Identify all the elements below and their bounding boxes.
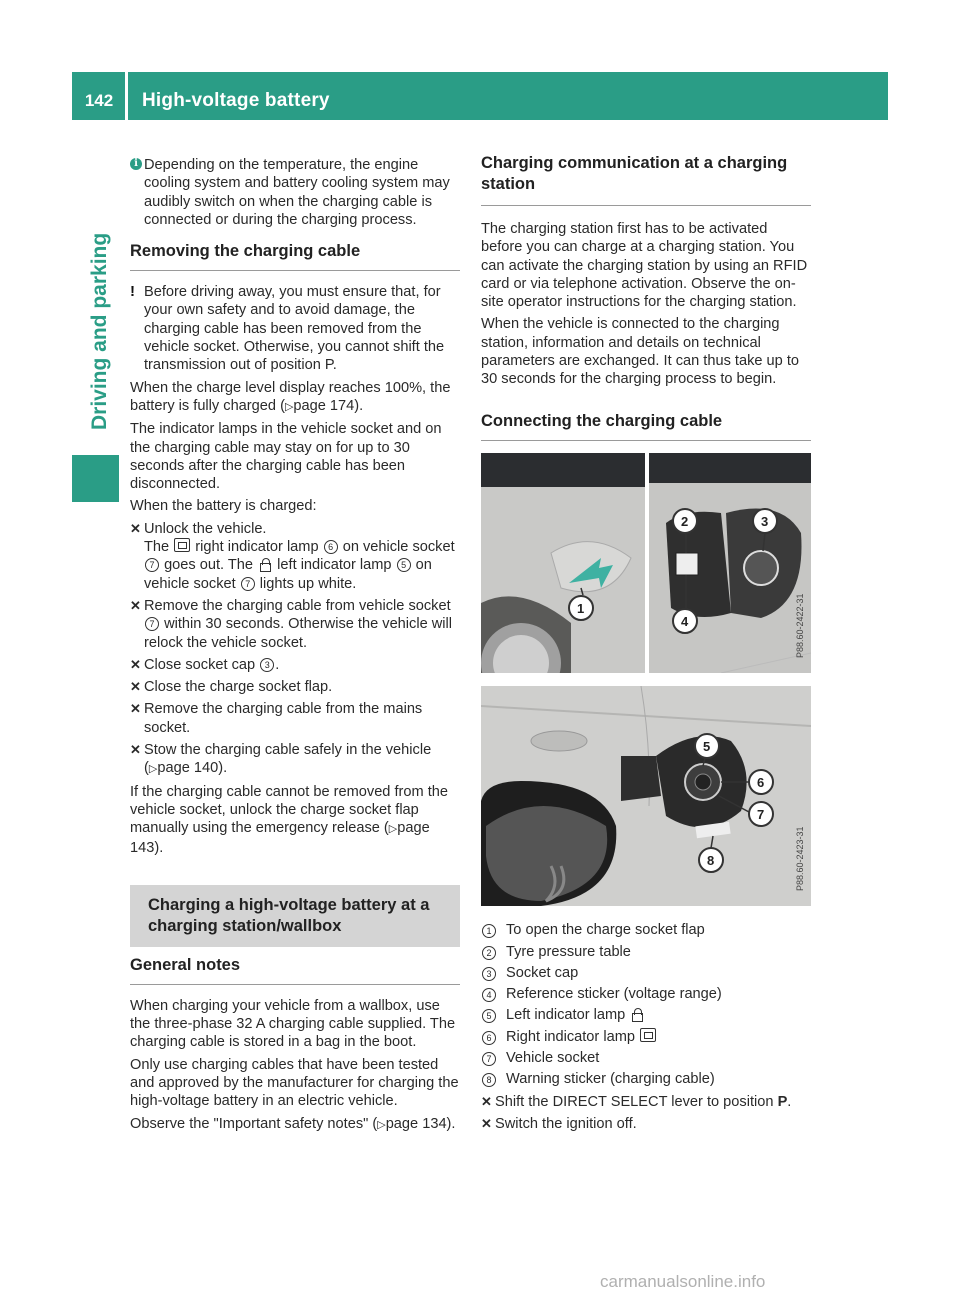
page-ref-icon: ▷ xyxy=(377,1118,386,1131)
text: Close the charge socket flap. xyxy=(144,679,333,696)
legend-item xyxy=(481,1028,811,1046)
callout-3-icon xyxy=(753,509,777,533)
paragraph: When charging your vehicle from a wallbox, use the three-phase 32 A charging cable supplied. The charging cable is stored in a bag in the boot. xyxy=(130,997,456,1051)
legend-item xyxy=(481,1006,811,1024)
text: right indicator lamp xyxy=(195,539,319,556)
svg-text:5: 5 xyxy=(703,738,711,754)
legend-text: Warning sticker (charging cable) xyxy=(506,1071,715,1088)
right-column xyxy=(481,153,811,1137)
info-icon: i xyxy=(130,158,142,170)
text: The xyxy=(144,539,170,556)
page-link[interactable]: page 174). xyxy=(293,397,364,414)
legend-text: Right indicator lamp xyxy=(506,1028,635,1045)
general-notes-heading: General notes xyxy=(130,955,460,985)
callout-7-icon: 7 xyxy=(145,617,159,631)
callout-5-icon xyxy=(695,734,719,758)
section-title-box: Charging a high-voltage battery at a charging station/wallbox xyxy=(130,885,460,947)
paragraph: The charging station first has to be activated before you can charge at a charging station. You can activate the charging station by using an RFID card or via telephone activation. Observe the on-site operator instructions for the charging station. xyxy=(481,221,808,311)
step: ✕ Close socket cap 3 . xyxy=(130,656,280,673)
page-title: High-voltage battery xyxy=(142,90,330,111)
callout-3-icon: 3 xyxy=(482,967,496,981)
page-ref-icon: ▷ xyxy=(284,400,294,413)
warning-note-text: Before driving away, you must ensure that, for your own safety and to avoid damage, the charging cable has been removed from the vehicle socket. Otherwise, you cannot shift the transmission out of position P. xyxy=(144,284,445,374)
callout-1-icon xyxy=(569,596,593,620)
text: left indicator lamp xyxy=(277,557,392,574)
svg-text:6: 6 xyxy=(757,774,765,790)
right-indicator-symbol-icon xyxy=(640,1028,656,1042)
paragraph: The indicator lamps in the vehicle socket and on the charging cable may stay on for up to 30 seconds after the charging cable has been disconnected. xyxy=(130,421,442,493)
legend-item xyxy=(481,1070,811,1088)
svg-text:1: 1 xyxy=(577,600,585,616)
info-note xyxy=(130,156,460,229)
text: When the charge level display reaches 100%, the battery is fully charged ( xyxy=(130,379,451,414)
page-link[interactable]: page 143). xyxy=(130,820,430,856)
comm-heading: Charging communication at a charging station xyxy=(481,153,811,206)
step-arrow-icon: ✕ xyxy=(130,701,141,717)
svg-text:3: 3 xyxy=(761,513,769,529)
callout-6-icon: 6 xyxy=(482,1031,496,1045)
callout-8-icon: 8 xyxy=(482,1073,496,1087)
connecting-heading: Connecting the charging cable xyxy=(481,411,811,441)
step-arrow-icon: ✕ xyxy=(130,742,141,758)
photo-vehicle-socket xyxy=(481,686,811,911)
callout-3-icon: 3 xyxy=(260,658,274,672)
text: Unlock the vehicle. xyxy=(144,520,267,537)
page-number: 142 xyxy=(84,91,114,110)
text: Observe the "Important safety notes" ( xyxy=(130,1115,378,1132)
legend-text: Left indicator lamp xyxy=(506,1007,626,1024)
text: within 30 seconds. Otherwise the vehicle will relock the vehicle socket. xyxy=(144,616,453,651)
legend-item xyxy=(481,921,811,939)
gear-position: P xyxy=(777,1093,788,1110)
legend-item xyxy=(481,943,811,961)
text: Remove the charging cable from the mains socket. xyxy=(144,701,423,736)
step xyxy=(130,700,460,737)
legend-text: Vehicle socket xyxy=(506,1050,600,1067)
step-arrow-icon: ✕ xyxy=(481,1115,492,1131)
callout-7-icon: 7 xyxy=(241,577,255,591)
page-link[interactable]: page 134). xyxy=(385,1115,456,1132)
header-separator xyxy=(125,72,128,120)
warning-icon: ! xyxy=(130,283,135,301)
step-arrow-icon: ✕ xyxy=(130,520,141,536)
text: Shift the DIRECT SELECT lever to position xyxy=(495,1093,774,1110)
callout-4-icon: 4 xyxy=(482,988,496,1002)
legend-text: Tyre pressure table xyxy=(506,943,631,960)
left-indicator-lock-icon xyxy=(630,1008,644,1020)
callout-6-icon: 6 xyxy=(324,540,338,554)
page-link[interactable]: page 140). xyxy=(157,760,228,777)
legend-text: Socket cap xyxy=(506,964,579,981)
footer-watermark: carmanualsonline.info xyxy=(600,1272,766,1291)
paragraph xyxy=(130,1115,460,1134)
svg-text:2: 2 xyxy=(681,513,689,529)
svg-text:4: 4 xyxy=(681,613,689,629)
step-arrow-icon: ✕ xyxy=(130,656,141,672)
callout-1-icon: 1 xyxy=(482,924,496,938)
side-tab-label: Driving and parking xyxy=(88,232,111,430)
side-tab-marker xyxy=(72,455,119,502)
paragraph xyxy=(130,783,460,857)
paragraph xyxy=(130,379,460,417)
legend-text: Reference sticker (voltage range) xyxy=(506,986,722,1003)
page-ref-icon: ▷ xyxy=(388,823,398,836)
photo-code: P88.60-2422-31 xyxy=(795,593,805,658)
text: Switch the ignition off. xyxy=(495,1115,637,1132)
step xyxy=(130,520,460,593)
callout-5-icon: 5 xyxy=(482,1009,496,1023)
left-indicator-lock-icon xyxy=(258,558,272,570)
text: goes out. The xyxy=(164,557,254,574)
text: Stow the charging cable safely in the vehicle ( xyxy=(144,742,432,777)
step: ✕ Shift the DIRECT SELECT lever to position P. xyxy=(481,1093,792,1110)
callout-7-icon: 7 xyxy=(145,558,159,572)
text: on vehicle socket xyxy=(144,557,432,592)
legend-item xyxy=(481,964,811,982)
photo-charge-flap xyxy=(481,453,811,678)
legend-list xyxy=(481,921,811,1088)
callout-4-icon xyxy=(673,609,697,633)
text: If the charging cable cannot be removed from the vehicle socket, unlock the charge socket flap manually using the emergency release ( xyxy=(130,783,449,837)
page-ref-icon: ▷ xyxy=(148,763,158,776)
legend-item xyxy=(481,985,811,1003)
callout-8-icon xyxy=(699,848,723,872)
left-column xyxy=(130,156,460,1138)
step xyxy=(130,741,460,779)
text: on vehicle socket xyxy=(342,539,455,556)
paragraph: When the battery is charged: xyxy=(130,498,317,515)
text: Remove the charging cable from vehicle socket xyxy=(144,597,451,614)
callout-7-icon xyxy=(749,802,773,826)
photo-code: P88.60-2423-31 xyxy=(795,826,805,891)
step xyxy=(130,678,460,696)
paragraph: Only use charging cables that have been tested and approved by the manufacturer for charging the high-voltage battery in an electric vehicle. xyxy=(130,1056,459,1110)
legend-text: To open the charge socket flap xyxy=(506,922,705,939)
step xyxy=(130,597,460,652)
svg-text:8: 8 xyxy=(707,852,715,868)
step-arrow-icon: ✕ xyxy=(481,1093,492,1109)
step-arrow-icon: ✕ xyxy=(130,597,141,613)
callout-2-icon xyxy=(673,509,697,533)
step xyxy=(481,1115,811,1133)
text: lights up white. xyxy=(259,575,357,592)
removing-heading: Removing the charging cable xyxy=(130,241,460,271)
callout-7-icon: 7 xyxy=(482,1052,496,1066)
right-indicator-symbol-icon xyxy=(174,538,190,552)
step-arrow-icon: ✕ xyxy=(130,679,141,695)
legend-item xyxy=(481,1049,811,1067)
paragraph: When the vehicle is connected to the charging station, information and details on technical parameters are exchanged. It can thus take up to 30 seconds for the charging process to begin. xyxy=(481,316,800,388)
callout-2-icon: 2 xyxy=(482,946,496,960)
callout-6-icon xyxy=(749,770,773,794)
callout-5-icon: 5 xyxy=(397,558,411,572)
text: Close socket cap xyxy=(144,656,256,673)
svg-text:7: 7 xyxy=(757,806,765,822)
info-note-text: Depending on the temperature, the engine cooling system and battery cooling system may audibly switch on when the charging cable is connected or during the charging process. xyxy=(144,157,450,228)
warning-note xyxy=(130,283,460,374)
